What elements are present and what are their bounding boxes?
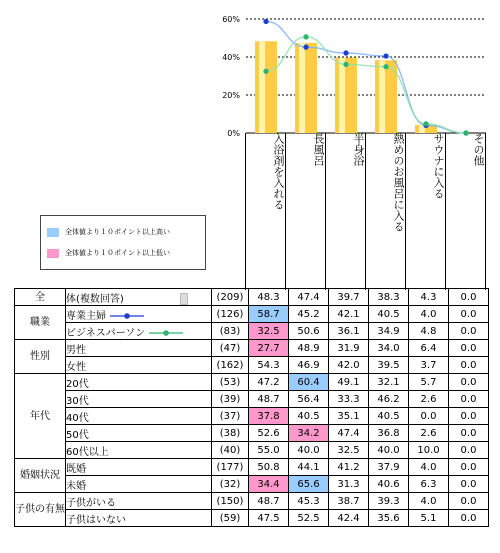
overall-bar-marker [180, 293, 188, 305]
row-count: (150) [212, 493, 249, 510]
row-count: (40) [212, 442, 249, 459]
row-label [66, 340, 212, 357]
row-label [66, 374, 212, 391]
cell-value: 48.3 [249, 289, 289, 306]
cell-value: 39.7 [329, 289, 369, 306]
bar-highlight-1 [299, 43, 305, 133]
table-row [15, 442, 489, 459]
cell-value: 39.3 [369, 493, 409, 510]
row-label [66, 442, 212, 459]
cell-value: 50.6 [289, 323, 329, 340]
legend-item-low [47, 247, 170, 259]
y-tick-label: 20% [222, 91, 240, 100]
cell-value: 48.9 [289, 340, 329, 357]
bar-highlight-0 [259, 41, 265, 133]
cell-value: 0.0 [449, 374, 489, 391]
row-label [66, 408, 212, 425]
row-label [66, 459, 212, 476]
row-count: (126) [212, 306, 249, 323]
cell-value: 5.1 [409, 510, 449, 527]
cell-value: 45.3 [289, 493, 329, 510]
table-row [15, 391, 489, 408]
table-row [15, 459, 489, 476]
bar-1 [295, 43, 317, 133]
cell-value: 34.2 [289, 425, 329, 442]
business-dot-2 [343, 62, 348, 67]
cell-value: 35.1 [329, 408, 369, 425]
cell-value: 40.5 [369, 306, 409, 323]
table-row [15, 408, 489, 425]
cell-value: 46.9 [289, 357, 329, 374]
legend-label-low: 全体値より１０ポイント以上低い [65, 249, 170, 257]
legend-swatch-low [47, 249, 59, 258]
cell-value: 58.7 [249, 306, 289, 323]
cell-value: 27.7 [249, 340, 289, 357]
row-group-label: 性別 [15, 340, 66, 374]
cell-value: 35.6 [369, 510, 409, 527]
row-label-text: 30代 [66, 395, 89, 407]
table-row [15, 493, 489, 510]
cell-value: 0.0 [449, 425, 489, 442]
legend-label-high: 全体値より１０ポイント以上高い [65, 228, 170, 236]
row-count: (47) [212, 340, 249, 357]
row-label-text: ビジネスパーソン [66, 327, 146, 339]
row-label [66, 425, 212, 442]
table-row [15, 510, 489, 527]
housewife-dot-3 [383, 53, 388, 58]
row-label-text: 子供がいる [66, 497, 116, 509]
row-label [66, 510, 212, 527]
bar-0 [255, 41, 277, 133]
chart-lines [263, 19, 468, 136]
cell-value: 0.0 [449, 306, 489, 323]
cell-value: 34.9 [369, 323, 409, 340]
cell-value: 47.2 [249, 374, 289, 391]
row-count: (83) [212, 323, 249, 340]
y-tick-label: 40% [222, 53, 240, 62]
cell-value: 47.4 [289, 289, 329, 306]
cell-value: 38.7 [329, 493, 369, 510]
row-label-text: 既婚 [66, 463, 86, 475]
cell-value: 32.5 [249, 323, 289, 340]
cell-value: 0.0 [449, 323, 489, 340]
cell-value: 37.9 [369, 459, 409, 476]
row-label [66, 289, 212, 306]
cell-value: 40.0 [369, 442, 409, 459]
data-table [14, 288, 489, 527]
row-label-text: 専業主婦 [66, 310, 106, 322]
row-label-text: 20代 [66, 378, 89, 390]
cell-value: 37.8 [249, 408, 289, 425]
cell-value: 4.3 [409, 289, 449, 306]
y-tick-label: 0% [227, 129, 240, 138]
cell-value: 54.3 [249, 357, 289, 374]
cell-value: 0.0 [449, 510, 489, 527]
cell-value: 40.5 [369, 408, 409, 425]
table-row [15, 323, 489, 340]
cell-value: 31.3 [329, 476, 369, 493]
legend [40, 215, 206, 270]
cell-value: 65.6 [289, 476, 329, 493]
row-label-text: 子供はいない [66, 514, 126, 526]
cell-value: 44.1 [289, 459, 329, 476]
cell-value: 46.2 [369, 391, 409, 408]
cell-value: 36.8 [369, 425, 409, 442]
housewife-line-marker [110, 312, 144, 320]
table-row [15, 374, 489, 391]
cell-value: 56.4 [289, 391, 329, 408]
cell-value: 49.1 [329, 374, 369, 391]
cell-value: 4.0 [409, 493, 449, 510]
legend-item-high [47, 226, 170, 238]
cell-value: 0.0 [449, 408, 489, 425]
cell-value: 39.5 [369, 357, 409, 374]
cell-value: 6.3 [409, 476, 449, 493]
cell-value: 42.4 [329, 510, 369, 527]
cell-value: 36.1 [329, 323, 369, 340]
cell-value: 47.5 [249, 510, 289, 527]
row-label-text: 女性 [66, 361, 86, 373]
row-label-text: 50代 [66, 429, 89, 441]
cell-value: 41.2 [329, 459, 369, 476]
bar-3 [375, 60, 397, 133]
row-label-text: 40代 [66, 412, 89, 424]
row-label [66, 357, 212, 374]
row-group-label: 職業 [15, 306, 66, 340]
row-label [66, 391, 212, 408]
row-label-text: 体(複数回答) [66, 293, 124, 305]
table-row [15, 476, 489, 493]
cell-value: 47.4 [329, 425, 369, 442]
cell-value: 10.0 [409, 442, 449, 459]
cell-value: 32.1 [369, 374, 409, 391]
category-header-0: 入浴剤を入れる [272, 133, 285, 210]
table-row [15, 357, 489, 374]
row-count: (38) [212, 425, 249, 442]
cell-value: 52.6 [249, 425, 289, 442]
cell-value: 0.0 [449, 357, 489, 374]
row-count: (37) [212, 408, 249, 425]
cell-value: 42.0 [329, 357, 369, 374]
row-count: (32) [212, 476, 249, 493]
cell-value: 48.7 [249, 391, 289, 408]
cell-value: 5.7 [409, 374, 449, 391]
legend-swatch-high [47, 228, 59, 237]
cell-value: 4.0 [409, 306, 449, 323]
chart-grid [246, 19, 486, 133]
cell-value: 45.2 [289, 306, 329, 323]
cell-value: 4.8 [409, 323, 449, 340]
business-dot-4 [423, 121, 428, 126]
table-row [15, 306, 489, 323]
cell-value: 34.4 [249, 476, 289, 493]
cell-value: 0.0 [449, 476, 489, 493]
cell-value: 0.0 [449, 493, 489, 510]
row-label [66, 476, 212, 493]
housewife-dot-2 [343, 50, 348, 55]
category-header-5: その他 [472, 133, 485, 166]
cell-value: 2.6 [409, 391, 449, 408]
cell-value: 50.8 [249, 459, 289, 476]
row-count: (162) [212, 357, 249, 374]
table-row [15, 289, 489, 306]
category-header-2: 半身浴 [352, 133, 365, 166]
row-label-text: 男性 [66, 344, 86, 356]
cell-value: 42.1 [329, 306, 369, 323]
cell-value: 6.4 [409, 340, 449, 357]
row-count: (209) [212, 289, 249, 306]
y-tick-label: 60% [222, 15, 240, 24]
row-count: (177) [212, 459, 249, 476]
row-label [66, 493, 212, 510]
business-dot-3 [383, 64, 388, 69]
cell-value: 38.3 [369, 289, 409, 306]
housewife-dot-1 [303, 45, 308, 50]
cell-value: 52.5 [289, 510, 329, 527]
cell-value: 0.0 [449, 442, 489, 459]
row-label [66, 306, 212, 323]
row-group-label: 年代 [15, 374, 66, 459]
row-count: (59) [212, 510, 249, 527]
row-count: (53) [212, 374, 249, 391]
table-row [15, 425, 489, 442]
cell-value: 55.0 [249, 442, 289, 459]
cell-value: 0.0 [449, 340, 489, 357]
category-header-1: 長風呂 [312, 133, 325, 166]
business-line-marker [149, 329, 183, 337]
chart-y-ticks [222, 15, 240, 138]
cell-value: 0.0 [449, 459, 489, 476]
cell-value: 40.6 [369, 476, 409, 493]
row-group-label: 全 [15, 289, 66, 306]
row-group-label: 子供の有無 [15, 493, 66, 527]
cell-value: 0.0 [449, 391, 489, 408]
cell-value: 32.5 [329, 442, 369, 459]
category-header-3: 熱めのお風呂に入る [392, 133, 405, 232]
cell-value: 3.7 [409, 357, 449, 374]
bar-2 [335, 58, 357, 133]
cell-value: 60.4 [289, 374, 329, 391]
bar-highlight-2 [339, 58, 345, 133]
cell-value: 33.3 [329, 391, 369, 408]
business-dot-1 [303, 34, 308, 39]
row-label-text: 60代以上 [66, 446, 109, 458]
cell-value: 40.0 [289, 442, 329, 459]
cell-value: 48.7 [249, 493, 289, 510]
row-label [66, 323, 212, 340]
row-group-label: 婚姻状況 [15, 459, 66, 493]
cell-value: 0.0 [409, 408, 449, 425]
cell-value: 2.6 [409, 425, 449, 442]
bar-highlight-3 [379, 60, 385, 133]
table-row [15, 340, 489, 357]
cell-value: 34.0 [369, 340, 409, 357]
row-label-text: 未婚 [66, 480, 86, 492]
cell-value: 40.5 [289, 408, 329, 425]
housewife-dot-0 [263, 19, 268, 24]
row-count: (39) [212, 391, 249, 408]
cell-value: 31.9 [329, 340, 369, 357]
cell-value: 4.0 [409, 459, 449, 476]
cell-value: 0.0 [449, 289, 489, 306]
business-dot-0 [263, 69, 268, 74]
category-header-4: サウナに入る [432, 133, 445, 199]
